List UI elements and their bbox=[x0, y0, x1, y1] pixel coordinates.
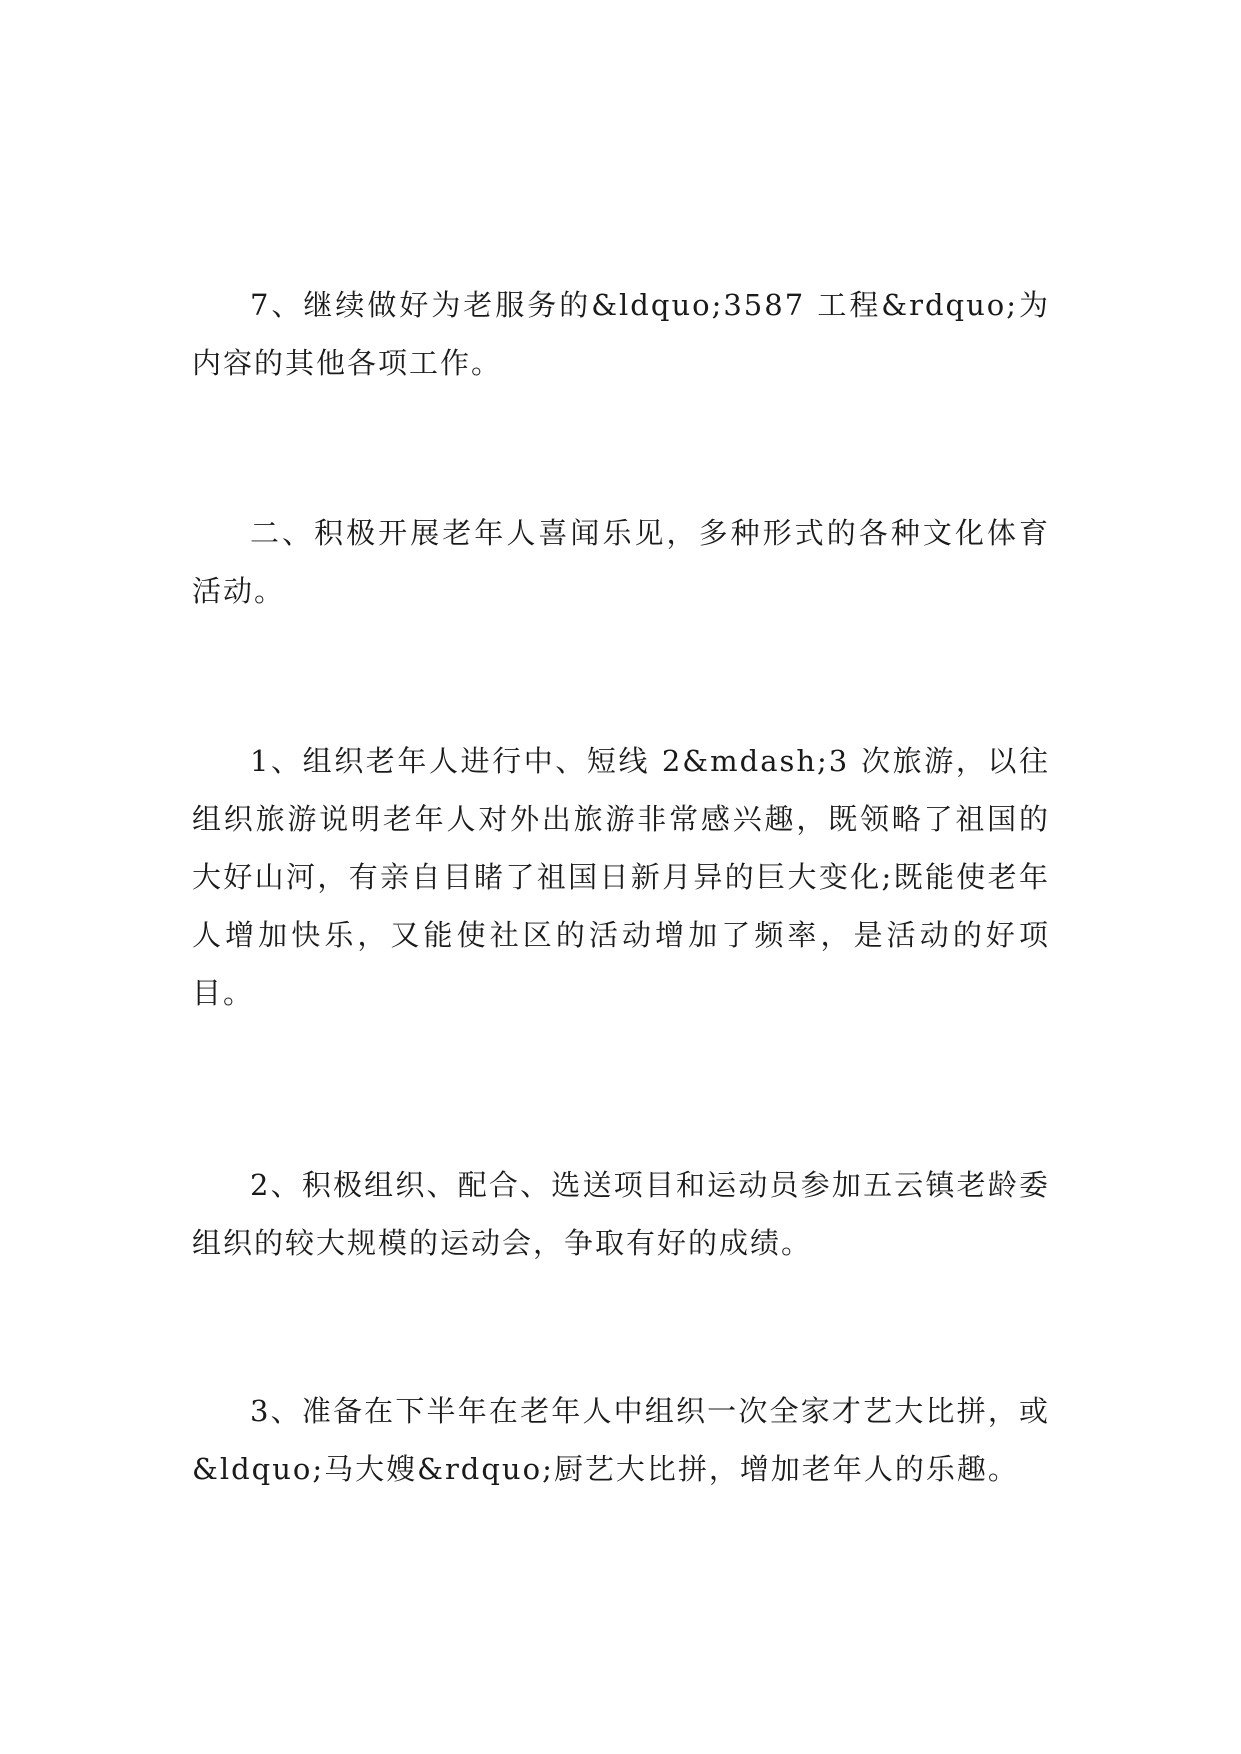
paragraph-item-2: 2、积极组织、配合、选送项目和运动员参加五云镇老龄委组织的较大规模的运动会，争取有好的成绩。 bbox=[192, 1168, 1050, 1260]
paragraph-item-1: 1、组织老年人进行中、短线 2&mdash;3 次旅游，以往组织旅游说明老年人对外出旅游非常感兴趣，既领略了祖国的大好山河，有亲自目睹了祖国日新月异的巨大变化;既能使老年人增加快乐，又能使社区的活动增加了频率，是活动的好项目。 bbox=[192, 744, 1050, 1010]
paragraph-item-7: 7、继续做好为老服务的&ldquo;3587 工程&rdquo;为内容的其他各项工作。 bbox=[192, 288, 1050, 380]
paragraph-item-3: 3、准备在下半年在老年人中组织一次全家才艺大比拼，或&ldquo;马大嫂&rdquo;厨艺大比拼，增加老年人的乐趣。 bbox=[192, 1394, 1050, 1486]
section-heading-2: 二、积极开展老年人喜闻乐见，多种形式的各种文化体育活动。 bbox=[192, 516, 1050, 608]
